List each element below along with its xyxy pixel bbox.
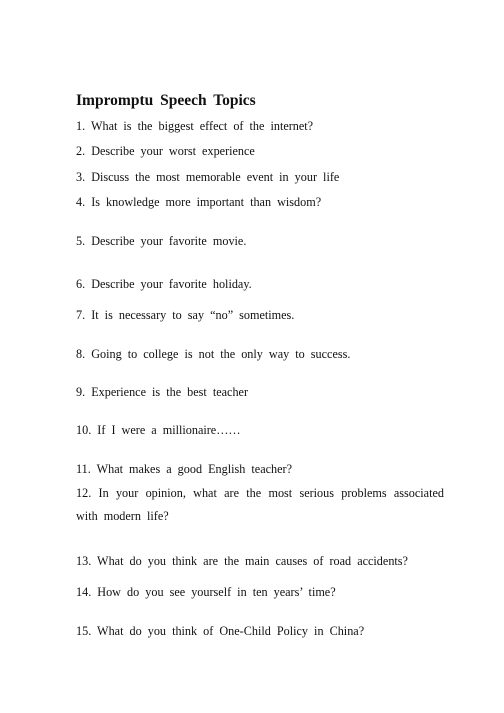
page-title: Impromptu Speech Topics <box>76 92 256 109</box>
topic-1: 1. What is the biggest effect of the internet? <box>76 119 314 133</box>
topic-7: 7. It is necessary to say “no” sometimes. <box>76 308 295 322</box>
topic-4: 4. Is knowledge more important than wisdom? <box>76 195 322 209</box>
topic-10: 10. If I were a millionaire…… <box>76 423 241 437</box>
topic-9: 9. Experience is the best teacher <box>76 385 249 399</box>
topic-15: 15. What do you think of One-Child Policy in China? <box>76 624 365 638</box>
topic-3: 3. Discuss the most memorable event in your life <box>76 170 340 184</box>
topic-14: 14. How do you see yourself in ten years’ time? <box>76 585 336 599</box>
topic-11: 11. What makes a good English teacher? <box>76 462 292 476</box>
topic-12: 12. In your opinion, what are the most serious problems associated with modern life? <box>76 486 444 523</box>
topic-5: 5. Describe your favorite movie. <box>76 234 247 248</box>
topic-6: 6. Describe your favorite holiday. <box>76 277 252 291</box>
topic-13: 13. What do you think are the main causes of road accidents? <box>76 554 408 568</box>
topic-8: 8. Going to college is not the only way to success. <box>76 347 351 361</box>
topic-2: 2. Describe your worst experience <box>76 144 255 158</box>
